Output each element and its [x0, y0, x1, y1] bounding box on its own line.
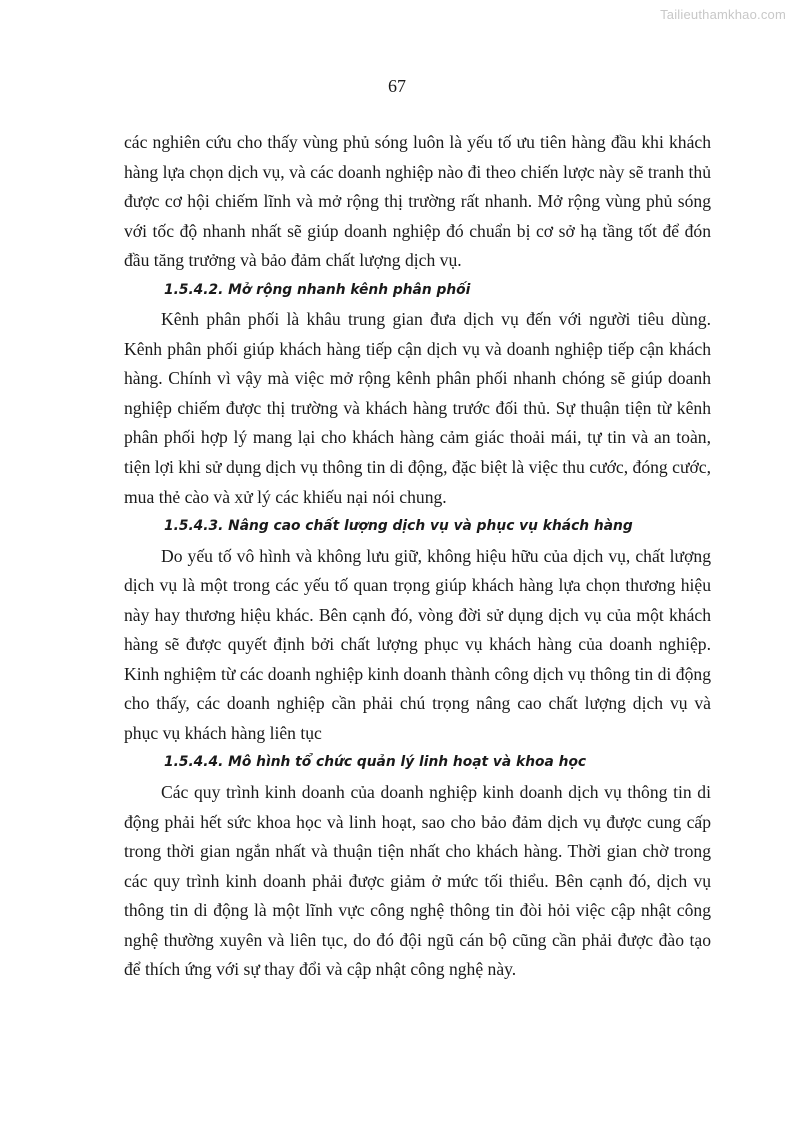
section-heading-1-5-4-4: 1.5.4.4. Mô hình tổ chức quản lý linh hoạt và khoa học	[164, 754, 587, 771]
section-heading-1-5-4-2: 1.5.4.2. Mở rộng nhanh kênh phân phối	[164, 281, 471, 298]
section-heading-1-5-4-3: 1.5.4.3. Nâng cao chất lượng dịch vụ và phục vụ khách hàng	[164, 518, 633, 535]
page-number: 67	[388, 76, 406, 96]
section-paragraph-1-5-4-3: Do yếu tố vô hình và không lưu giữ, không hiệu hữu của dịch vụ, chất lượng dịch vụ là một trong các yếu tố quan trọng giúp khách hàng lựa chọn thương hiệu này hay thương hiệu khác. Bên cạnh đó, vòng đời sử dụng dịch vụ của một khách hàng sẽ được quyết định bởi chất lượng phục vụ khách hàng của doanh nghiệp. Kinh nghiệm từ các doanh nghiệp kinh doanh thành công dịch vụ thông tin di động cho thấy, các doanh nghiệp cần phải chú trọng nâng cao chất lượng dịch vụ và phục vụ khách hàng liên tục	[124, 545, 711, 743]
watermark: Tailieuthamkhao.com	[660, 7, 786, 22]
section-paragraph-1-5-4-4: Các quy trình kinh doanh của doanh nghiệp kinh doanh dịch vụ thông tin di động phải hết sức khoa học và linh hoạt, sao cho bảo đảm dịch vụ được cung cấp trong thời gian ngắn nhất và thuận tiện nhất cho khách hàng. Thời gian chờ trong các quy trình kinh doanh phải được giảm ở mức tối thiểu. Bên cạnh đó, dịch vụ thông tin di động là một lĩnh vực công nghệ thông tin đòi hỏi việc cập nhật công nghệ thường xuyên và liên tục, do đó đội ngũ cán bộ cũng cần phải được đào tạo để thích ứng với sự thay đổi và cập nhật công nghệ này.	[124, 782, 711, 980]
intro-paragraph: các nghiên cứu cho thấy vùng phủ sóng luôn là yếu tố ưu tiên hàng đầu khi khách hàng lựa chọn dịch vụ, và các doanh nghiệp nào đi theo chiến lược này sẽ tranh thủ được cơ hội chiếm lĩnh và mở rộng thị trường rất nhanh. Mở rộng vùng phủ sóng với tốc độ nhanh nhất sẽ giúp doanh nghiệp đó chuẩn bị cơ sở hạ tầng tốt để đón đầu tăng trưởng và bảo đảm chất lượng dịch vụ.	[124, 132, 711, 271]
document-body	[124, 128, 711, 985]
section-paragraph-1-5-4-2: Kênh phân phối là khâu trung gian đưa dịch vụ đến với người tiêu dùng. Kênh phân phối giúp khách hàng tiếp cận dịch vụ và doanh nghiệp tiếp cận khách hàng. Chính vì vậy mà việc mở rộng kênh phân phối nhanh chóng sẽ giúp doanh nghiệp chiếm được thị trường và khách hàng trước đối thủ. Sự thuận tiện từ kênh phân phối hợp lý mang lại cho khách hàng cảm giác thoải mái, tự tin và an toàn, tiện lợi khi sử dụng dịch vụ thông tin di động, đặc biệt là việc thu cước, đóng cước, mua thẻ cào và xử lý các khiếu nại nói chung.	[124, 309, 711, 507]
